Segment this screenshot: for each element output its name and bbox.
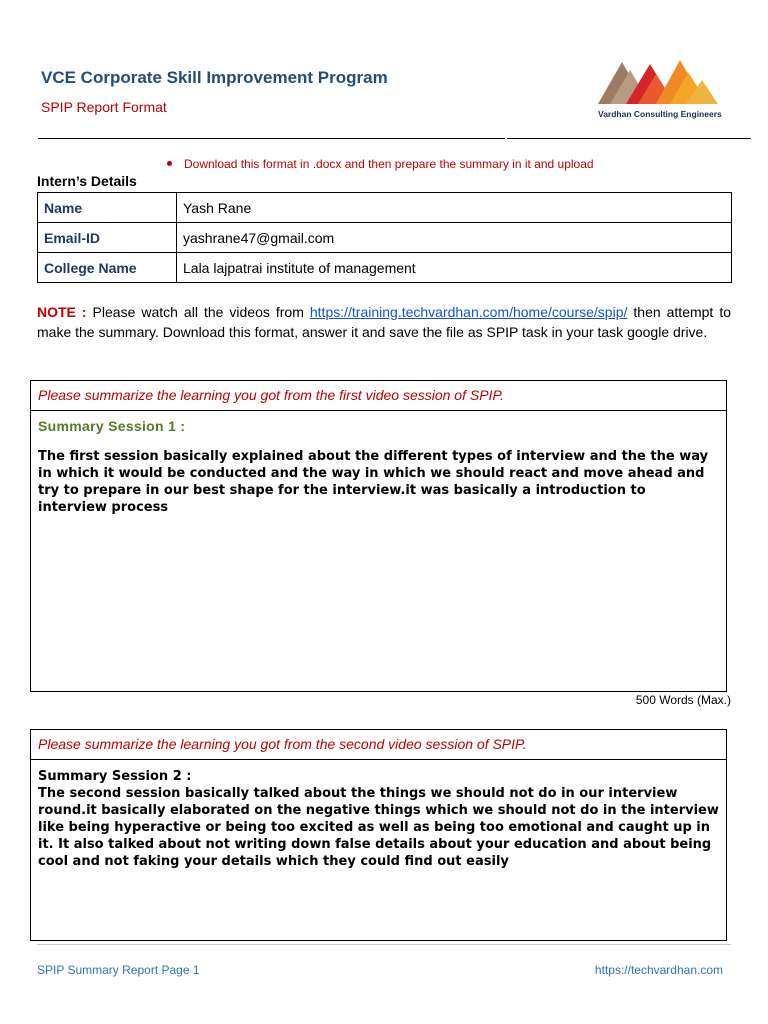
session-1-box xyxy=(30,380,727,692)
college-label: College Name xyxy=(38,253,177,283)
session-2-label: Summary Session 2 : xyxy=(38,769,192,784)
bullet-icon xyxy=(167,161,172,166)
document-subtitle: SPIP Report Format xyxy=(41,99,167,115)
table-row xyxy=(38,193,732,223)
header-rule-right xyxy=(507,138,751,139)
note-text-after: then attempt to make the summary. Download this format, answer it and save the file as SPIP task in your task google drive. xyxy=(37,304,731,340)
logo-caption: Vardhan Consulting Engineers xyxy=(598,109,722,119)
document-title: VCE Corporate Skill Improvement Program xyxy=(41,68,388,87)
session-2-summary-text: The second session basically talked about the things we should not do in our interview round.it basically elaborated on the negative things which we should not do in the interview like being hyperactive or being too excited as well as being too emotional and caught up in it. It also talked about not writing down false details about your education and about being cool and not faking your details which they could find out easily xyxy=(38,786,719,869)
spip-course-link[interactable]: https://training.techvardhan.com/home/course/spip/ xyxy=(309,304,628,320)
session-2-box xyxy=(30,729,727,941)
name-value[interactable]: Yash Rane xyxy=(177,193,732,223)
session-2-answer-area[interactable] xyxy=(31,760,726,870)
session-2-prompt: Please summarize the learning you got from the second video session of SPIP. xyxy=(31,730,726,760)
table-row xyxy=(38,223,732,253)
download-notice xyxy=(167,157,594,171)
note-paragraph xyxy=(37,302,731,342)
interns-details-table xyxy=(37,192,732,283)
college-value[interactable]: Lala lajpatrai institute of management xyxy=(177,253,732,283)
table-row xyxy=(38,253,732,283)
interns-details-heading: Intern’s Details xyxy=(37,173,137,189)
header-rule-left xyxy=(38,138,505,139)
footer-website-link[interactable]: https://techvardhan.com xyxy=(594,963,723,977)
session-1-answer-area[interactable] xyxy=(31,411,726,516)
note-text-before: Please watch all the videos from xyxy=(86,304,310,320)
session-1-summary-text: The first session basically explained about the different types of interview and the the way in which it would be conducted and the way in which we should react and move ahead and try to prepare in our best shape for the interview.it was basically a introduction to interview process xyxy=(38,449,709,515)
download-notice-text: Download this format in .docx and then prepare the summary in it and upload xyxy=(184,157,594,171)
word-limit-note: 500 Words (Max.) xyxy=(635,693,731,707)
email-value[interactable]: yashrane47@gmail.com xyxy=(177,223,732,253)
session-1-label: Summary Session 1 : xyxy=(38,418,186,434)
note-label: NOTE : xyxy=(37,304,87,320)
session-1-prompt: Please summarize the learning you got from the first video session of SPIP. xyxy=(31,381,726,411)
email-label: Email-ID xyxy=(38,223,177,253)
footer-page-label: SPIP Summary Report Page 1 xyxy=(37,963,200,977)
footer-rule xyxy=(37,944,731,945)
name-label: Name xyxy=(38,193,177,223)
